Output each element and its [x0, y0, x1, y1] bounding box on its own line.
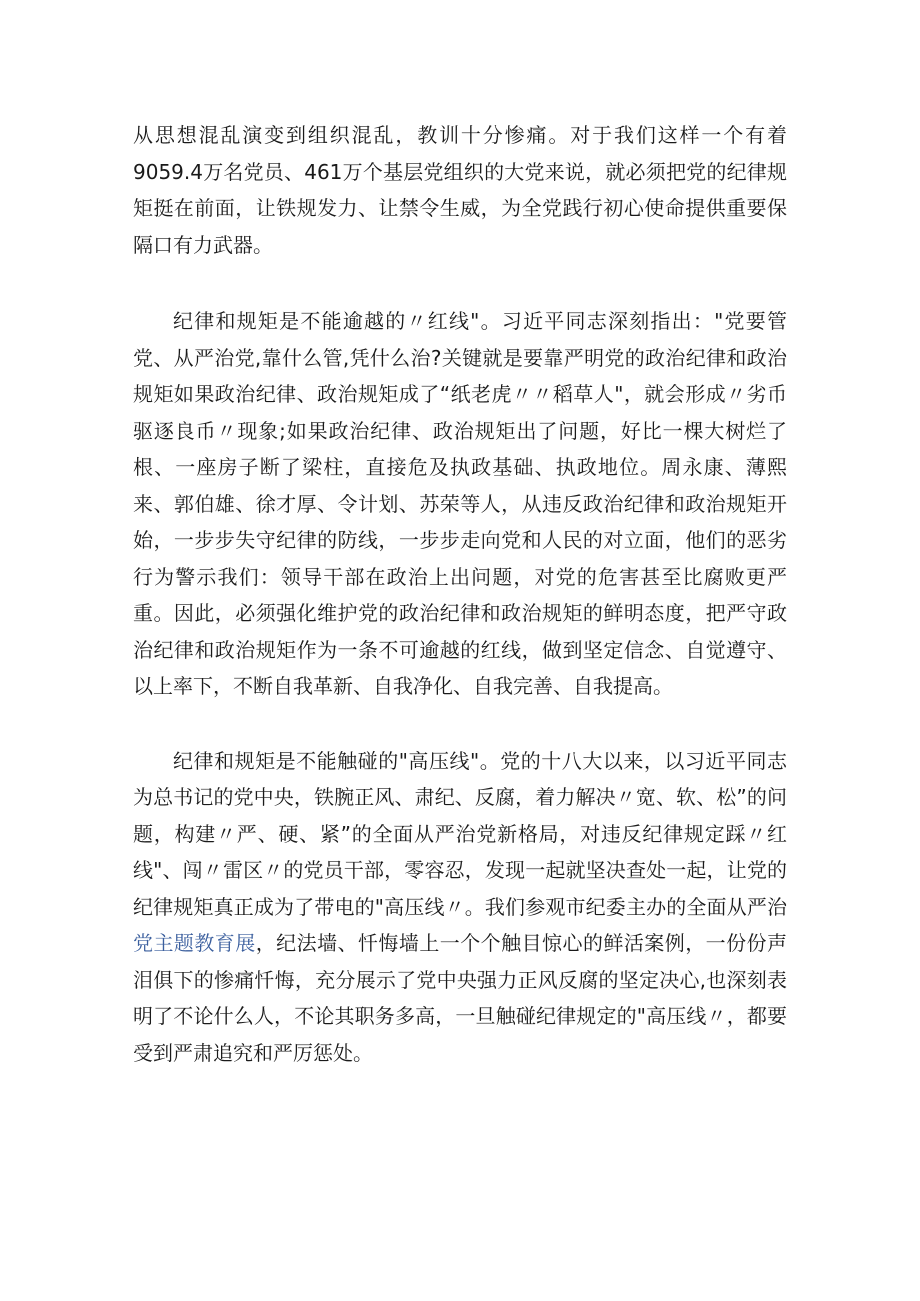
paragraph-2: 纪律和规矩是不能逾越的〃红线"。习近平同志深刻指出："党要管党、从严治党,靠什么管,凭什么治?关键就是要靠严明党的政治纪律和政治规矩如果政治纪律、政治规矩成了“纸老虎〃〃稻草人"，就会形成〃劣币驱逐良币〃现象;如果政治纪律、政治规矩出了问题，好比一棵大树烂了根、一座房子断了梁柱，直接危及执政基础、执政地位。周永康、薄熙来、郭伯雄、徐才厚、令计划、苏荣等人，从违反政治纪律和政治规矩开始，一步步失守纪律的防线，一步步走向党和人民的对立面，他们的恶劣行为警示我们：领导干部在政治上出问题，对党的危害甚至比腐败更严重。因此，必须强化维护党的政治纪律和政治规矩的鲜明态度，把严守政治纪律和政治规矩作为一条不可逾越的红线，做到坚定信念、自觉遵守、以上率下，不断自我革新、自我净化、自我完善、自我提高。 — [133, 309, 787, 698]
paragraph-3-text-before: 纪律和规矩是不能触碰的"高压线"。党的十八大以来，以习近平同志为总书记的党中央，铁腕正风、肃纪、反腐，着力解决〃宽、软、松”的问题，构建〃严、硬、紧”的全面从严治党新格局，对违反纪律规定踩〃红线"、闯〃雷区〃的党员干部，零容忍，发现一起就坚决查处一起，让党的纪律规矩真正成为了带电的"高压线〃。我们参观市纪委主办的全面从严治 — [133, 748, 787, 919]
paragraph-3 — [133, 743, 787, 1072]
paragraph-1: 从思想混乱演变到组织混乱，教训十分惨痛。对于我们这样一个有着9059.4万名党员、461万个基层党组织的大党来说，就必须把党的纪律规矩挺在前面，让铁规发力、让禁令生威，为全党践行初心使命提供重要保隔口有力武器。 — [133, 123, 787, 257]
document-body — [133, 117, 787, 1071]
exhibition-link[interactable]: 党主题教育展 — [133, 931, 256, 955]
paragraph-3-text-after: ，纪法墙、忏悔墙上一个个触目惊心的鲜活案例，一份份声泪俱下的惨痛忏悔，充分展示了党中央强力正风反腐的坚定决心,也深刻表明了不论什么人，不论其职务多高，一旦触碰纪律规定的"高压线〃，都要受到严肃追究和严厉惩处。 — [133, 931, 788, 1065]
